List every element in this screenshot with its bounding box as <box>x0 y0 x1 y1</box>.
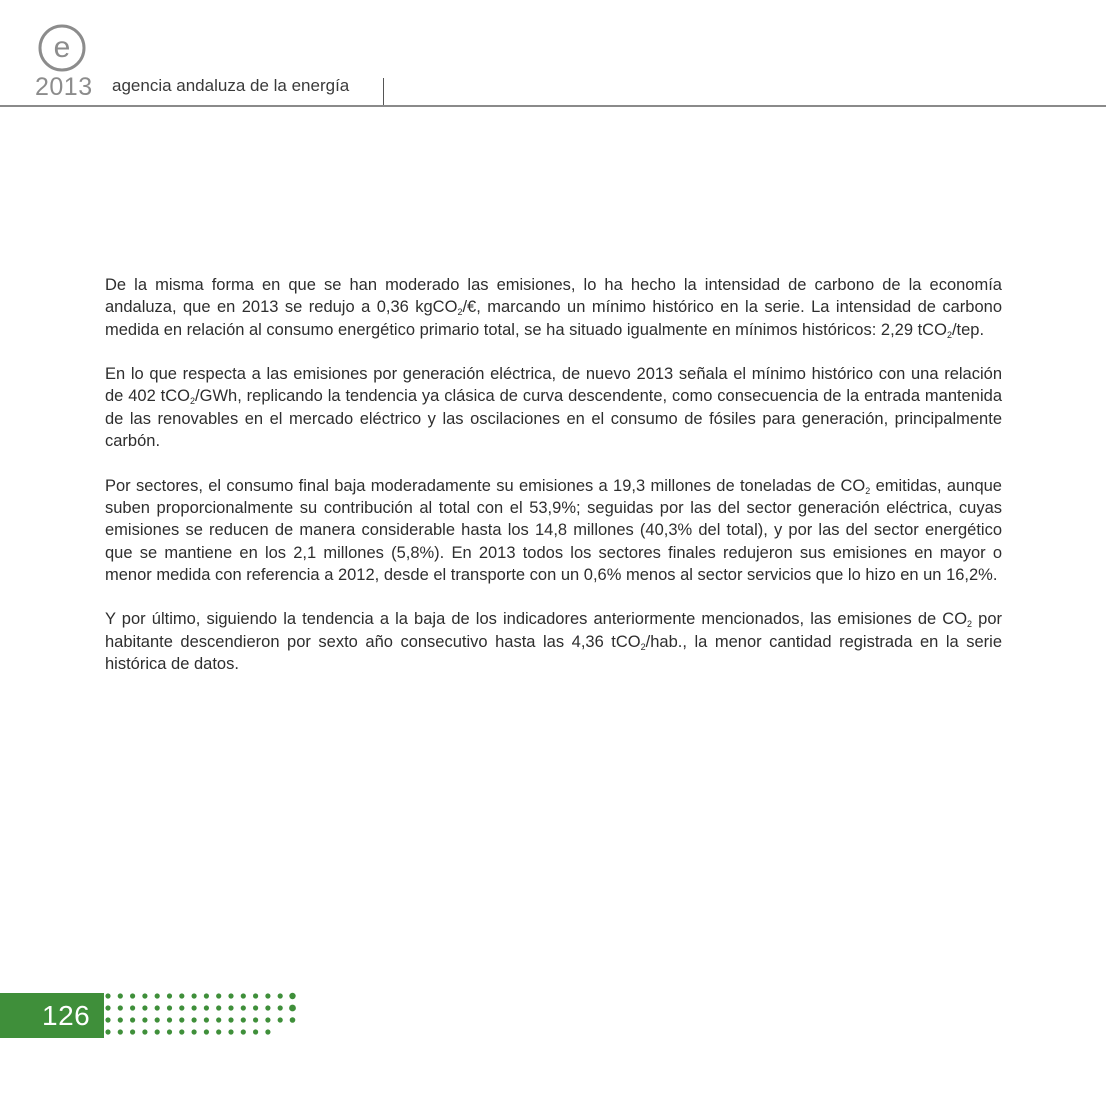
decorative-dot <box>253 993 258 998</box>
decorative-dot <box>192 1029 197 1034</box>
header-divider-tick <box>383 78 384 105</box>
decorative-dot <box>130 1017 135 1022</box>
decorative-dot <box>179 1005 184 1010</box>
decorative-dot <box>179 1017 184 1022</box>
decorative-dot <box>290 1017 296 1023</box>
decorative-dot <box>179 993 184 998</box>
decorative-dot <box>228 1029 233 1034</box>
header-rule <box>0 105 1106 107</box>
decorative-dot <box>228 993 233 998</box>
decorative-dot <box>204 1005 209 1010</box>
decorative-dot <box>118 1005 123 1010</box>
decorative-dot <box>142 1005 147 1010</box>
decorative-dot <box>278 993 283 998</box>
decorative-dot <box>155 1017 160 1022</box>
decorative-dot <box>118 1029 123 1034</box>
decorative-dot <box>216 1029 221 1034</box>
paragraph-per-capita: Y por último, siguiendo la tendencia a la baja de los indicadores anteriormente mencionados, las emisiones de $CO_2$ por habitante descendieron por sexto año consecutivo hasta las 4,36 tCO$_2$/hab., la menor cantidad registrada en la serie histórica de datos. <box>105 610 1003 674</box>
page-number: 126 <box>42 1000 91 1031</box>
decorative-dot <box>204 993 209 998</box>
decorative-dot <box>142 1017 147 1022</box>
decorative-dot <box>179 1029 184 1034</box>
decorative-dot <box>167 1017 172 1022</box>
decorative-dot-pattern <box>103 992 308 1038</box>
decorative-dot <box>142 1029 147 1034</box>
decorative-dot <box>167 993 172 998</box>
decorative-dot <box>130 993 135 998</box>
decorative-dot <box>118 1017 123 1022</box>
logo-letter: e <box>53 31 71 64</box>
header-agency-name: agencia andaluza de la energía <box>112 76 350 95</box>
decorative-dot <box>216 1005 221 1010</box>
paragraph-electric-generation: En lo que respecta a las emisiones por generación eléctrica, de nuevo 2013 señala el mínimo histórico con una relación de 402 tCO$_2$/GWh, replicando la tendencia ya clásica de curva descendente, como consecuencia de la entrada mantenida de las renovables en el mercado eléctrico y las oscilaciones en el consumo de fósiles para generación, principalmente carbón. <box>105 365 1002 451</box>
decorative-dot <box>216 993 221 998</box>
decorative-dot <box>105 993 110 998</box>
decorative-dot <box>253 1029 258 1034</box>
decorative-dot <box>167 1029 172 1034</box>
decorative-dot <box>241 1017 246 1022</box>
decorative-dot <box>241 993 246 998</box>
decorative-dot <box>167 1005 172 1010</box>
decorative-dot <box>265 993 270 998</box>
decorative-dot <box>241 1029 246 1034</box>
decorative-dot <box>228 1017 233 1022</box>
decorative-dot <box>228 1005 233 1010</box>
decorative-dot <box>278 1017 283 1022</box>
decorative-dot <box>105 1017 110 1022</box>
decorative-dot <box>253 1017 258 1022</box>
decorative-dot <box>253 1005 258 1010</box>
decorative-dot <box>130 1005 135 1010</box>
decorative-dot <box>216 1017 221 1022</box>
decorative-dot <box>192 1005 197 1010</box>
decorative-dot <box>265 1029 270 1034</box>
decorative-dot <box>105 1029 110 1034</box>
header-year: 2013 <box>35 73 93 101</box>
decorative-dot <box>155 1029 160 1034</box>
decorative-dot <box>265 1005 270 1010</box>
decorative-dot <box>105 1005 110 1010</box>
decorative-dot <box>204 1029 209 1034</box>
paragraph-carbon-intensity: De la misma forma en que se han moderado las emisiones, lo ha hecho la intensidad de carbono de la economía andaluza, que en 2013 se redujo a 0,36 kgCO$_2$/€, marcando un mínimo histórico en la serie. La intensidad de carbono medida en relación al consumo energético primario total, se ha situado igualmente en mínimos históricos: 2,29 tCO$_2$/tep. <box>105 276 1002 340</box>
decorative-dot <box>192 993 197 998</box>
decorative-dot <box>130 1029 135 1034</box>
decorative-dot <box>142 993 147 998</box>
decorative-dot <box>155 993 160 998</box>
logo-e-icon <box>38 24 86 72</box>
body-text <box>105 274 1002 698</box>
decorative-dot <box>204 1017 209 1022</box>
decorative-dot <box>155 1005 160 1010</box>
decorative-dot <box>241 1005 246 1010</box>
paragraph-sectors: Por sectores, el consumo final baja moderadamente su emisiones a 19,3 millones de toneladas de $CO_2$ emitidas, aunque suben proporcionalmente su contribución al total con el 53,9%; seguidas por las del sector generación eléctrica, cuyas emisiones se reducen de manera considerable hasta los 14,8 millones (40,3% del total), y por las del sector energético que se mantiene en los 2,1 millones (5,8%). En 2013 todos los sectores finales redujeron sus emisiones en mayor o menor medida con referencia a 2012, desde el transporte con un 0,6% menos al sector servicios que lo hizo en un 16,2%. <box>105 476 1002 584</box>
decorative-dot <box>192 1017 197 1022</box>
decorative-dot <box>278 1005 283 1010</box>
decorative-dot <box>289 1005 296 1012</box>
decorative-dot <box>265 1017 270 1022</box>
decorative-dot <box>118 993 123 998</box>
decorative-dot <box>289 993 295 999</box>
